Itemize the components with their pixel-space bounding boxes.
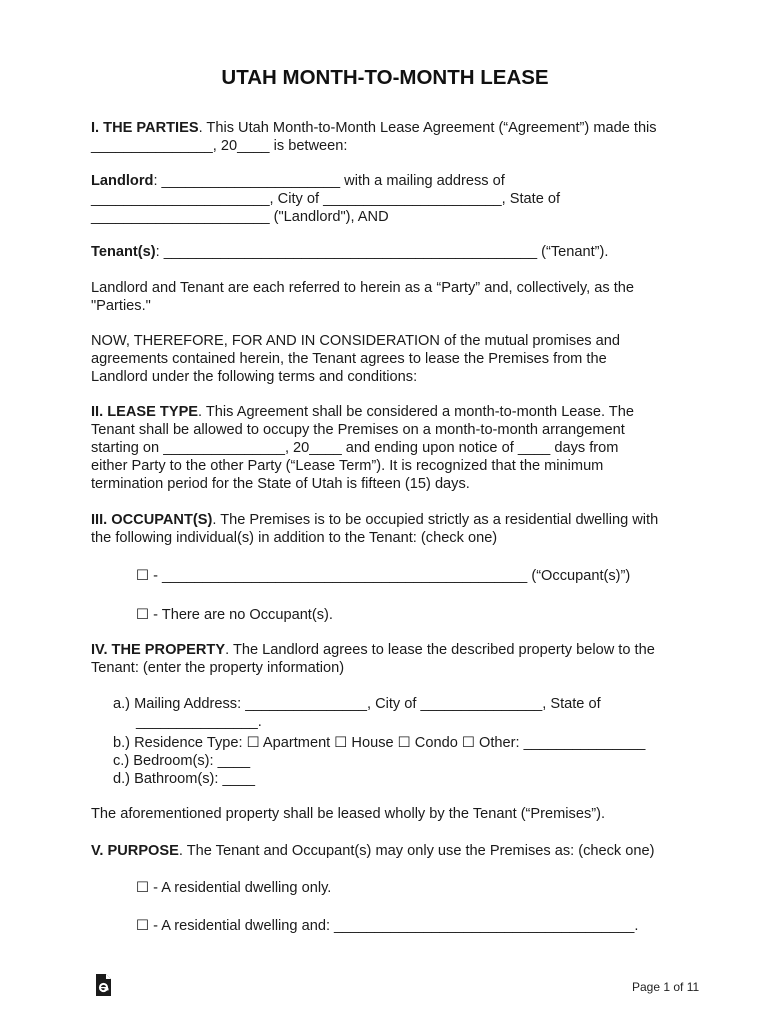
landlord-label: Landlord	[91, 173, 154, 189]
lease-type-text-5: termination period for the State of Utah is fifteen (15) days.	[91, 476, 470, 492]
property-bedrooms: c.) Bedroom(s): ____	[113, 753, 251, 769]
document-title: UTAH MONTH-TO-MONTH LEASE	[221, 66, 549, 89]
landlord-text-1: : ______________________ with a mailing address of	[153, 173, 505, 189]
party-definition-2: "Parties."	[91, 298, 151, 314]
tenant-text-1: : ______________________________________________ (“Tenant”).	[155, 244, 609, 260]
occupants-text-1: . The Premises is to be occupied strictly as a residential dwelling with	[212, 512, 659, 528]
landlord-text-2: ______________________, City of ______________________, State of	[91, 191, 561, 207]
occupants-text-2: the following individual(s) in addition to the Tenant: (check one)	[91, 530, 498, 546]
lease-type-text-1: . This Agreement shall be considered a month-to-month Lease. The	[198, 404, 634, 420]
occupant-option-names[interactable]: ☐ - _____________________________________________ (“Occupant(s)”)	[136, 568, 631, 584]
parties-heading: I. THE PARTIES	[91, 120, 199, 136]
landlord-text-3: ______________________ ("Landlord"), AND	[91, 209, 389, 225]
landlord-section	[91, 172, 691, 226]
premises-paragraph	[91, 805, 691, 823]
property-residence-type[interactable]: b.) Residence Type: ☐ Apartment ☐ House ☐ Condo ☐ Other: _______________	[113, 735, 646, 751]
purpose-section	[91, 842, 691, 860]
party-definition-1: Landlord and Tenant are each referred to herein as a “Party” and, collectively, as the	[91, 280, 634, 296]
property-mailing-address-cont: _______________.	[136, 714, 262, 730]
lease-type-text-3: starting on _______________, 20____ and ending upon notice of ____ days from	[91, 440, 619, 456]
property-text-1: . The Landlord agrees to lease the described property below to the	[225, 642, 655, 658]
occupant-option-none[interactable]: ☐ - There are no Occupant(s).	[136, 607, 333, 623]
lease-type-text-4: either Party to the other Party (“Lease Term”). It is recognized that the minimum	[91, 458, 604, 474]
purpose-heading: V. PURPOSE	[91, 843, 179, 859]
occupants-heading: III. OCCUPANT(S)	[91, 512, 213, 528]
parties-text-1: . This Utah Month-to-Month Lease Agreement (“Agreement”) made this	[198, 120, 657, 136]
party-definition	[91, 279, 691, 315]
consideration-paragraph	[91, 332, 691, 386]
consideration-2: agreements contained herein, the Tenant agrees to lease the Premises from the	[91, 351, 607, 367]
consideration-1: NOW, THEREFORE, FOR AND IN CONSIDERATION of the mutual promises and	[91, 333, 621, 349]
lease-type-section	[91, 403, 691, 493]
consideration-3: Landlord under the following terms and conditions:	[91, 369, 418, 385]
parties-text-2: _______________, 20____ is between:	[91, 138, 348, 154]
property-text-2: Tenant: (enter the property information)	[91, 660, 345, 676]
tenant-section	[91, 243, 691, 261]
property-bathrooms: d.) Bathroom(s): ____	[113, 771, 255, 787]
property-mailing-address: a.) Mailing Address: _______________, City of _______________, State of	[113, 696, 601, 712]
purpose-text-1: . The Tenant and Occupant(s) may only use the Premises as: (check one)	[178, 843, 655, 859]
purpose-option-residential-and[interactable]: ☐ - A residential dwelling and: _____________________________________.	[136, 918, 639, 934]
property-section	[91, 641, 691, 677]
page-number: Page 1 of 11	[632, 980, 700, 994]
eforms-logo-icon	[94, 973, 112, 997]
tenant-label: Tenant(s)	[91, 244, 156, 260]
premises-text: The aforementioned property shall be leased wholly by the Tenant (“Premises”).	[91, 806, 606, 822]
lease-type-text-2: Tenant shall be allowed to occupy the Premises on a month-to-month arrangement	[91, 422, 625, 438]
lease-type-heading: II. LEASE TYPE	[91, 404, 199, 420]
parties-section	[91, 119, 691, 155]
purpose-option-residential[interactable]: ☐ - A residential dwelling only.	[136, 880, 332, 896]
property-heading: IV. THE PROPERTY	[91, 642, 226, 658]
occupants-section	[91, 511, 691, 547]
